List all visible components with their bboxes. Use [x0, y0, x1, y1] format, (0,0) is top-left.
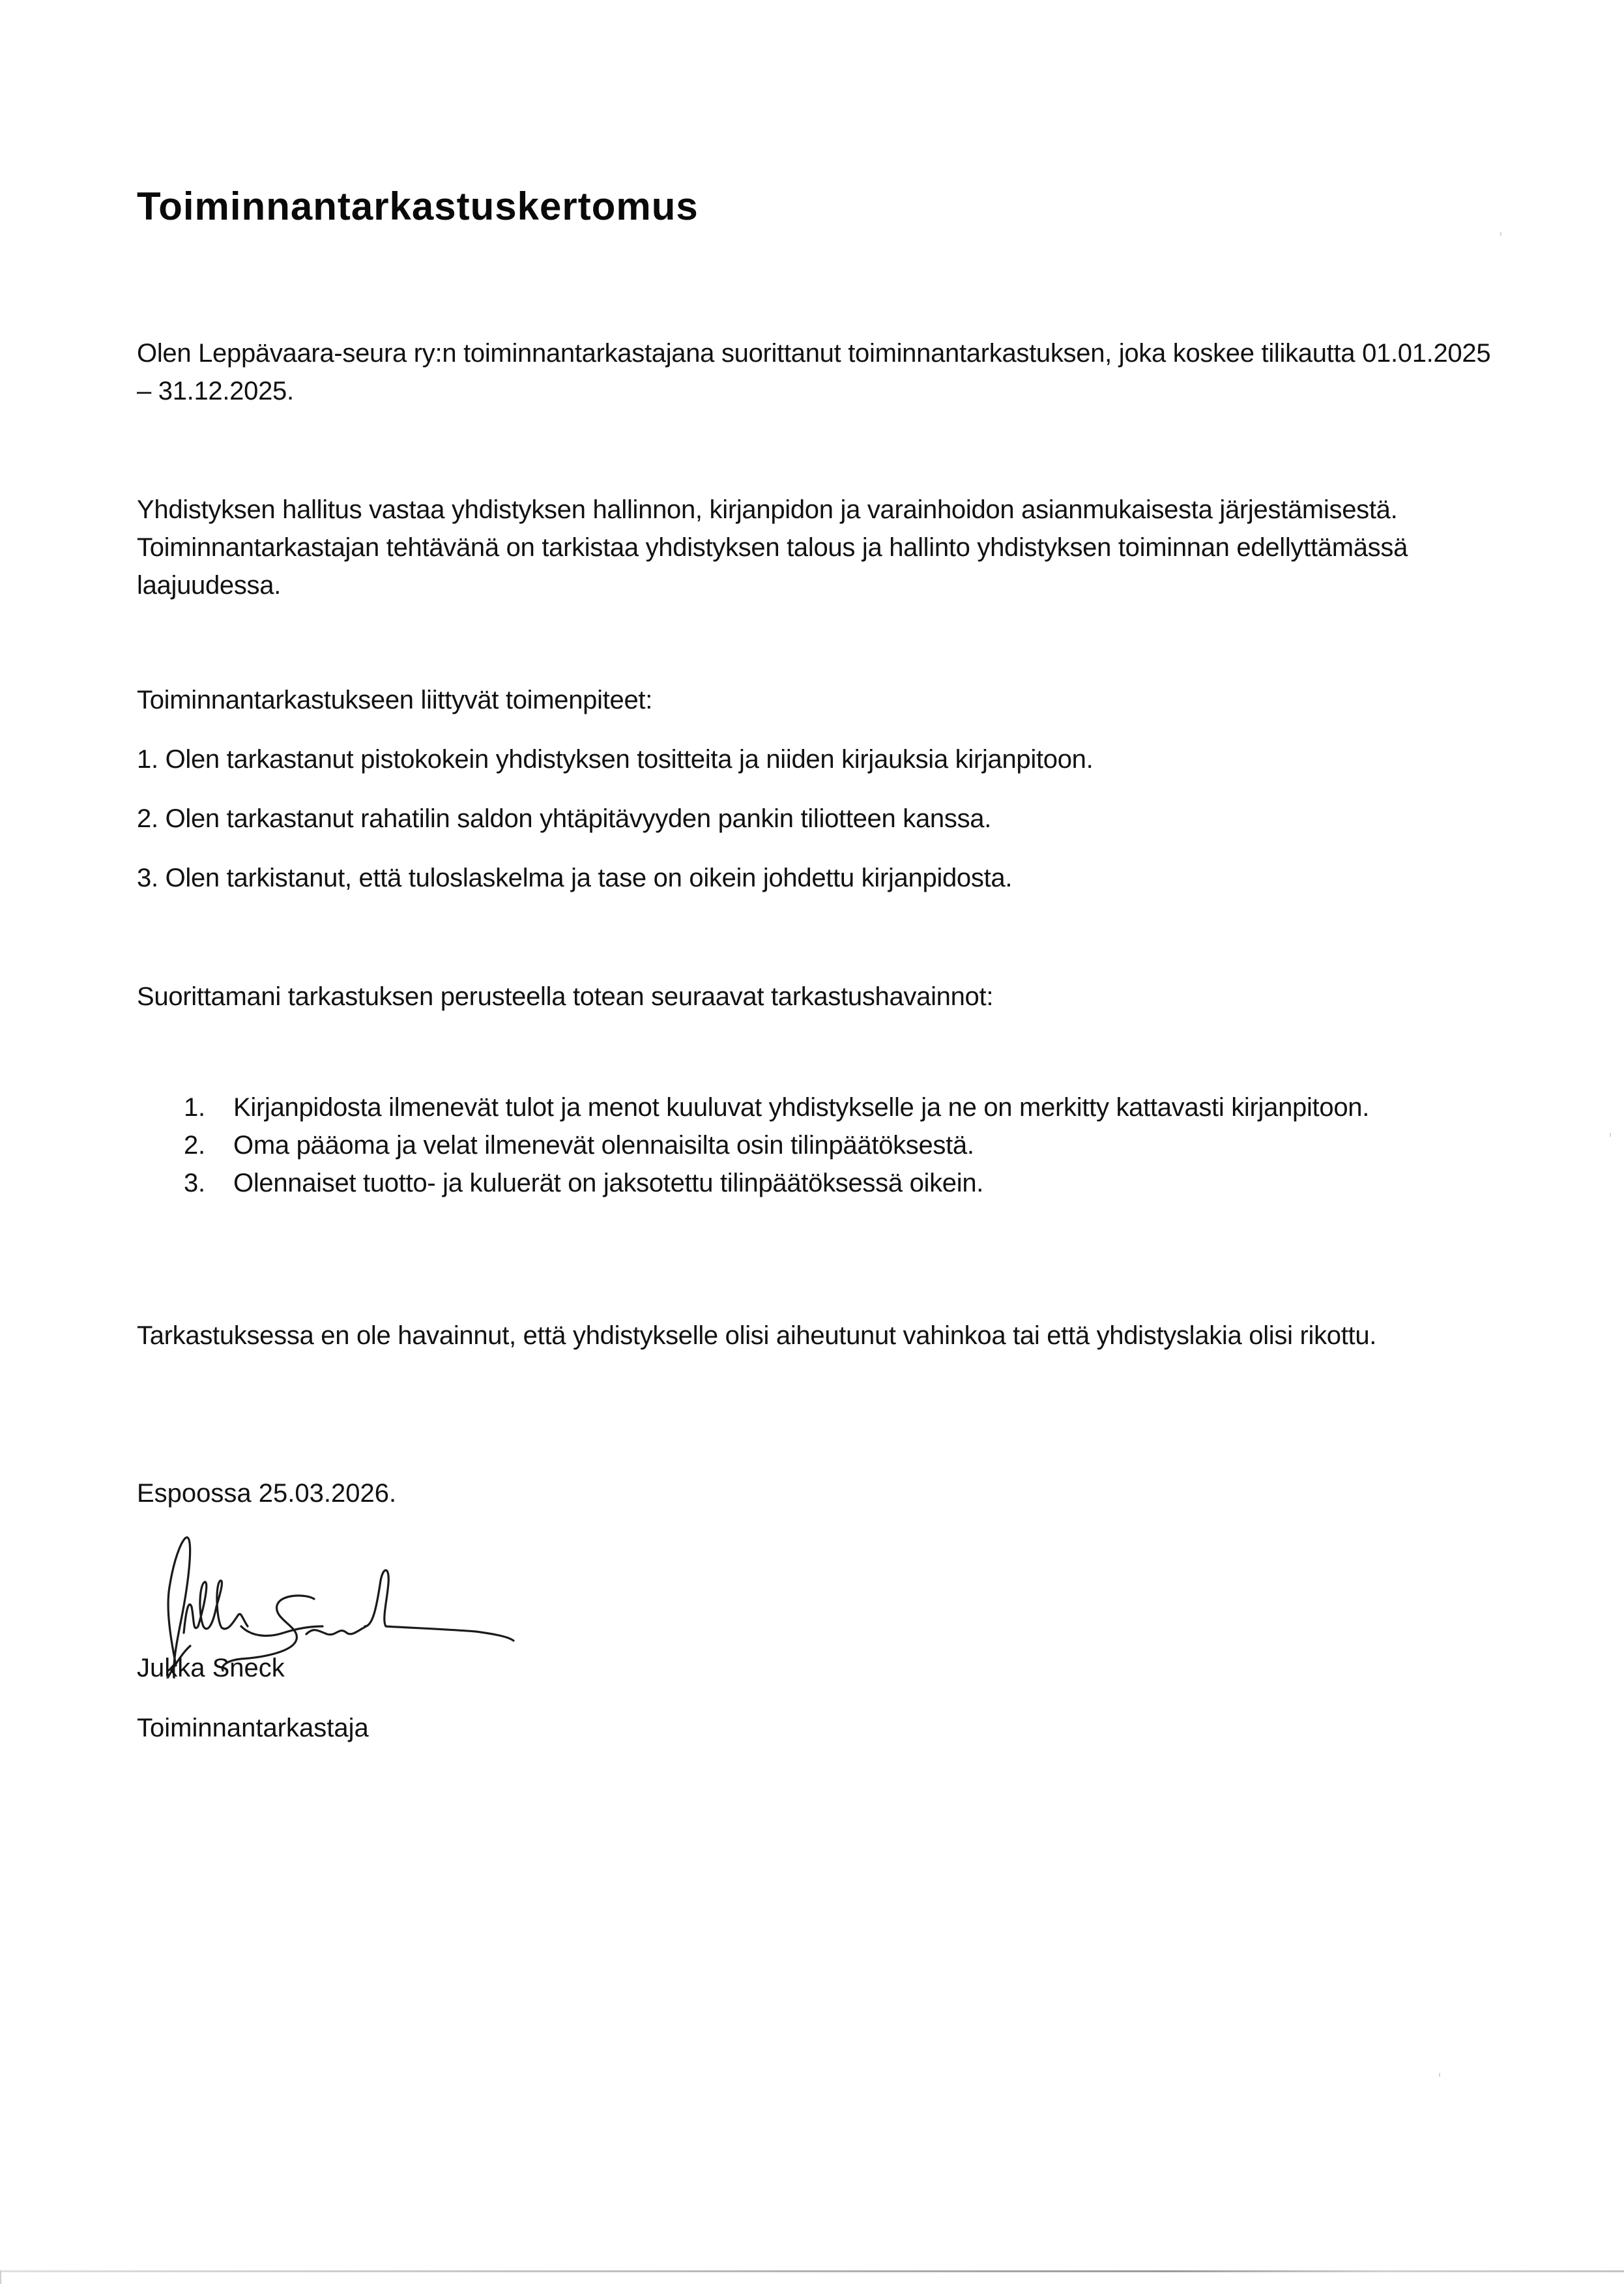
scan-speck — [1439, 2073, 1440, 2077]
signer-role: Toiminnantarkastaja — [137, 1714, 369, 1742]
finding-text: Kirjanpidosta ilmenevät tulot ja menot kuuluvat yhdistykselle ja ne on merkitty kattavasti kirjanpitoon. — [233, 1093, 1370, 1122]
intro-paragraph: Olen Leppävaara-seura ry:n toiminnantarkastajana suorittanut toiminnantarkastuksen, joka koskee tilikautta 01.01.2025 – 31.12.2025. — [137, 339, 1491, 405]
conclusion-paragraph: Tarkastuksessa en ole havainnut, että yhdistykselle olisi aiheutunut vahinkoa tai että yhdistyslakia olisi rikottu. — [137, 1321, 1377, 1350]
finding-number: 3. — [184, 1169, 205, 1197]
signature-stroke — [365, 1570, 514, 1641]
document-title: Toiminnantarkastuskertomus — [137, 184, 699, 228]
finding-item — [137, 1126, 1505, 1164]
finding-text: Olennaiset tuotto- ja kuluerät on jaksotettu tilinpäätöksessä oikein. — [233, 1169, 984, 1197]
action-item: 2. Olen tarkastanut rahatilin saldon yhtäpitävyyden pankin tiliotteen kanssa. — [137, 804, 992, 833]
finding-number: 1. — [184, 1093, 205, 1122]
signature-stroke — [184, 1581, 248, 1633]
action-item: 3. Olen tarkistanut, että tuloslaskelma ja tase on oikein johdettu kirjanpidosta. — [137, 864, 1013, 892]
signer-name: Jukka Sneck — [137, 1654, 285, 1682]
finding-text: Oma pääoma ja velat ilmenevät olennaisilta osin tilinpäätöksestä. — [233, 1131, 974, 1160]
scan-speck — [1500, 232, 1501, 236]
board-responsibility-paragraph: Yhdistyksen hallitus vastaa yhdistyksen hallinnon, kirjanpidon ja varainhoidon asianmukaisesta järjestämisestä. Toiminnantarkastajan tehtävänä on tarkistaa yhdistyksen talous ja hallinto yhdistyksen toiminnan edellyttämässä laajuudessa. — [137, 495, 1408, 600]
finding-item — [137, 1164, 1505, 1202]
findings-heading: Suorittamani tarkastuksen perusteella totean seuraavat tarkastushavainnot: — [137, 982, 994, 1011]
findings-list — [137, 1089, 1505, 1202]
action-item: 1. Olen tarkastanut pistokokein yhdistyksen tositteita ja niiden kirjauksia kirjanpitoon. — [137, 745, 1094, 774]
place-and-date: Espoossa 25.03.2026. — [137, 1479, 397, 1508]
actions-heading: Toiminnantarkastukseen liittyvät toimenpiteet: — [137, 686, 653, 714]
finding-number: 2. — [184, 1131, 205, 1160]
scan-corner-mark — [0, 2270, 1, 2284]
scan-speck — [1610, 1133, 1611, 1137]
finding-item — [137, 1089, 1505, 1126]
scan-bottom-edge — [0, 2270, 1624, 2272]
